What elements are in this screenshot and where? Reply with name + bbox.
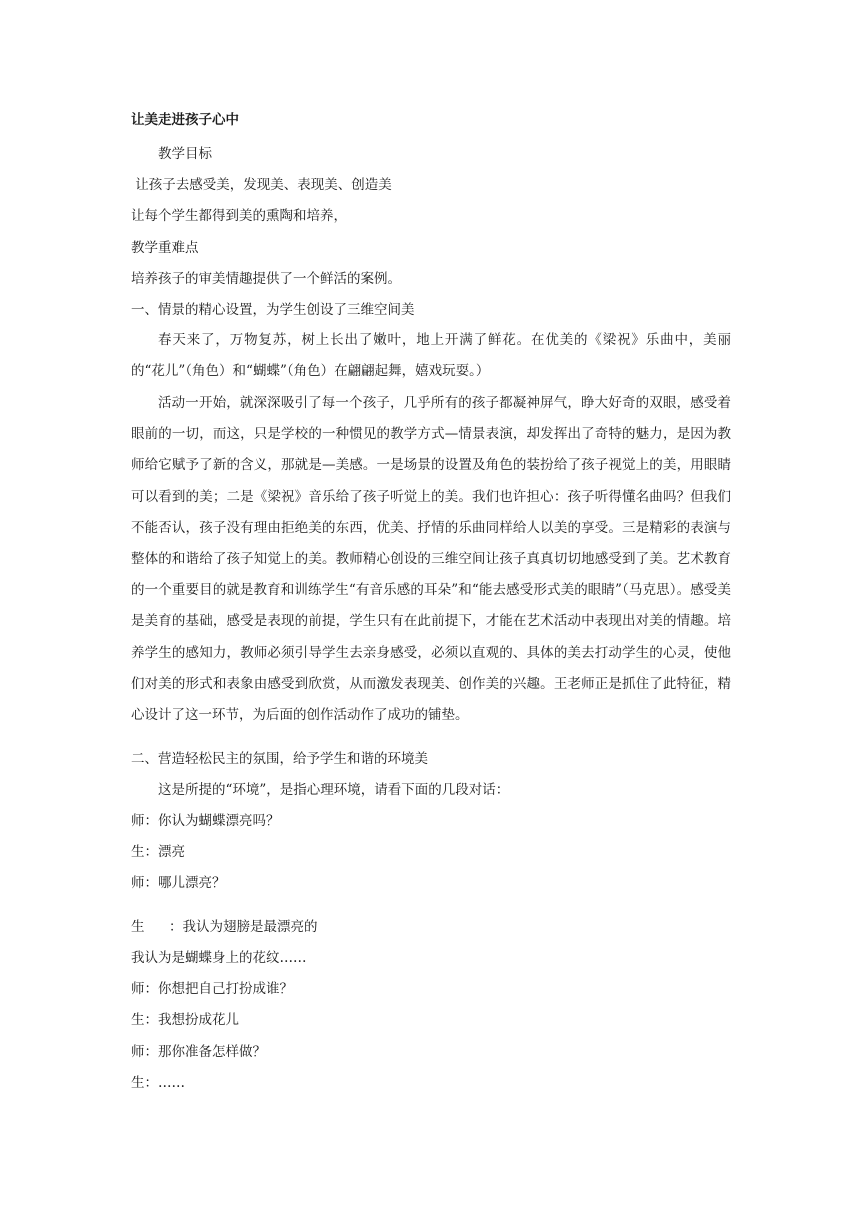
document-title: 让美走进孩子心中 bbox=[131, 112, 239, 128]
goal-line-1: 让孩子去感受美，发现美、表现美、创造美 bbox=[131, 177, 392, 193]
section1-paragraph-2 bbox=[131, 388, 731, 731]
goal-line-2: 让每个学生都得到美的熏陶和培养， bbox=[131, 208, 347, 224]
goal-heading: 教学目标 bbox=[158, 146, 212, 162]
section1-para1-text: 春天来了，万物复苏，树上长出了嫩叶，地上开满了鲜花。在优美的《梁祝》乐曲中，美丽的“花儿”（角色）和“蝴蝶”（角色）在翩翩起舞，嬉戏玩耍。） bbox=[131, 332, 731, 380]
key-line: 培养孩子的审美情趣提供了一个鲜活的案例。 bbox=[131, 271, 401, 287]
section1-heading: 一、情景的精心设置，为学生创设了三维空间美 bbox=[131, 302, 415, 318]
dialogue-speaker: 生 bbox=[131, 919, 145, 935]
dialogue-line: 师：你想把自己打扮成谁？ bbox=[131, 981, 293, 997]
section2-heading: 二、营造轻松民主的氛围，给予学生和谐的环境美 bbox=[131, 751, 428, 767]
dialogue-text: ：我认为翅膀是最漂亮的 bbox=[169, 919, 318, 935]
dialogue-line bbox=[131, 918, 318, 936]
dialogue-line: 师：哪儿漂亮？ bbox=[131, 875, 226, 891]
section1-para2-text: 活动一开始，就深深吸引了每一个孩子，几乎所有的孩子都凝神屏气，睁大好奇的双眼，感受着眼前的一切，而这，只是学校的一种惯见的教学方式—情景表演，却发挥出了奇特的魅力，是因为教师给它赋予了新的含义，那就是—美感。一是场景的设置及角色的装扮给了孩子视觉上的美，用眼睛可以看到的美；二是《梁祝》音乐给了孩子听觉上的美。我们也许担心：孩子听得懂名曲吗？但我们不能否认，孩子没有理由拒绝美的东西，优美、抒情的乐曲同样给人以美的享受。三是精彩的表演与整体的和谐给了孩子知觉上的美。教师精心创设的三维空间让孩子真真切切地感受到了美。艺术教育的一个重要目的就是教育和训练学生“有音乐感的耳朵”和“能去感受形式美的眼睛”（马克思）。感受美是美育的基础，感受是表现的前提，学生只有在此前提下，才能在艺术活动中表现出对美的情趣。培养学生的感知力，教师必须引导学生去亲身感受，必须以直观的、具体的美去打动学生的心灵，使他们对美的形式和表象由感受到欣赏，从而激发表现美、创作美的兴趣。王老师正是抓住了此特征，精心设计了这一环节，为后面的创作活动作了成功的铺垫。 bbox=[131, 395, 731, 724]
dialogue-line: 生：…… bbox=[131, 1075, 185, 1091]
dialogue-line: 生：漂亮 bbox=[131, 844, 185, 860]
dialogue-line: 师：那你准备怎样做？ bbox=[131, 1044, 266, 1060]
section1-paragraph-1 bbox=[131, 325, 731, 387]
key-heading: 教学重难点 bbox=[131, 240, 199, 256]
section2-intro: 这是所提的“环境”，是指心理环境，请看下面的几段对话： bbox=[158, 782, 510, 798]
dialogue-line: 生：我想扮成花儿 bbox=[131, 1012, 239, 1028]
dialogue-line: 我认为是蝴蝶身上的花纹…… bbox=[131, 950, 307, 966]
dialogue-line: 师：你认为蝴蝶漂亮吗？ bbox=[131, 813, 280, 829]
